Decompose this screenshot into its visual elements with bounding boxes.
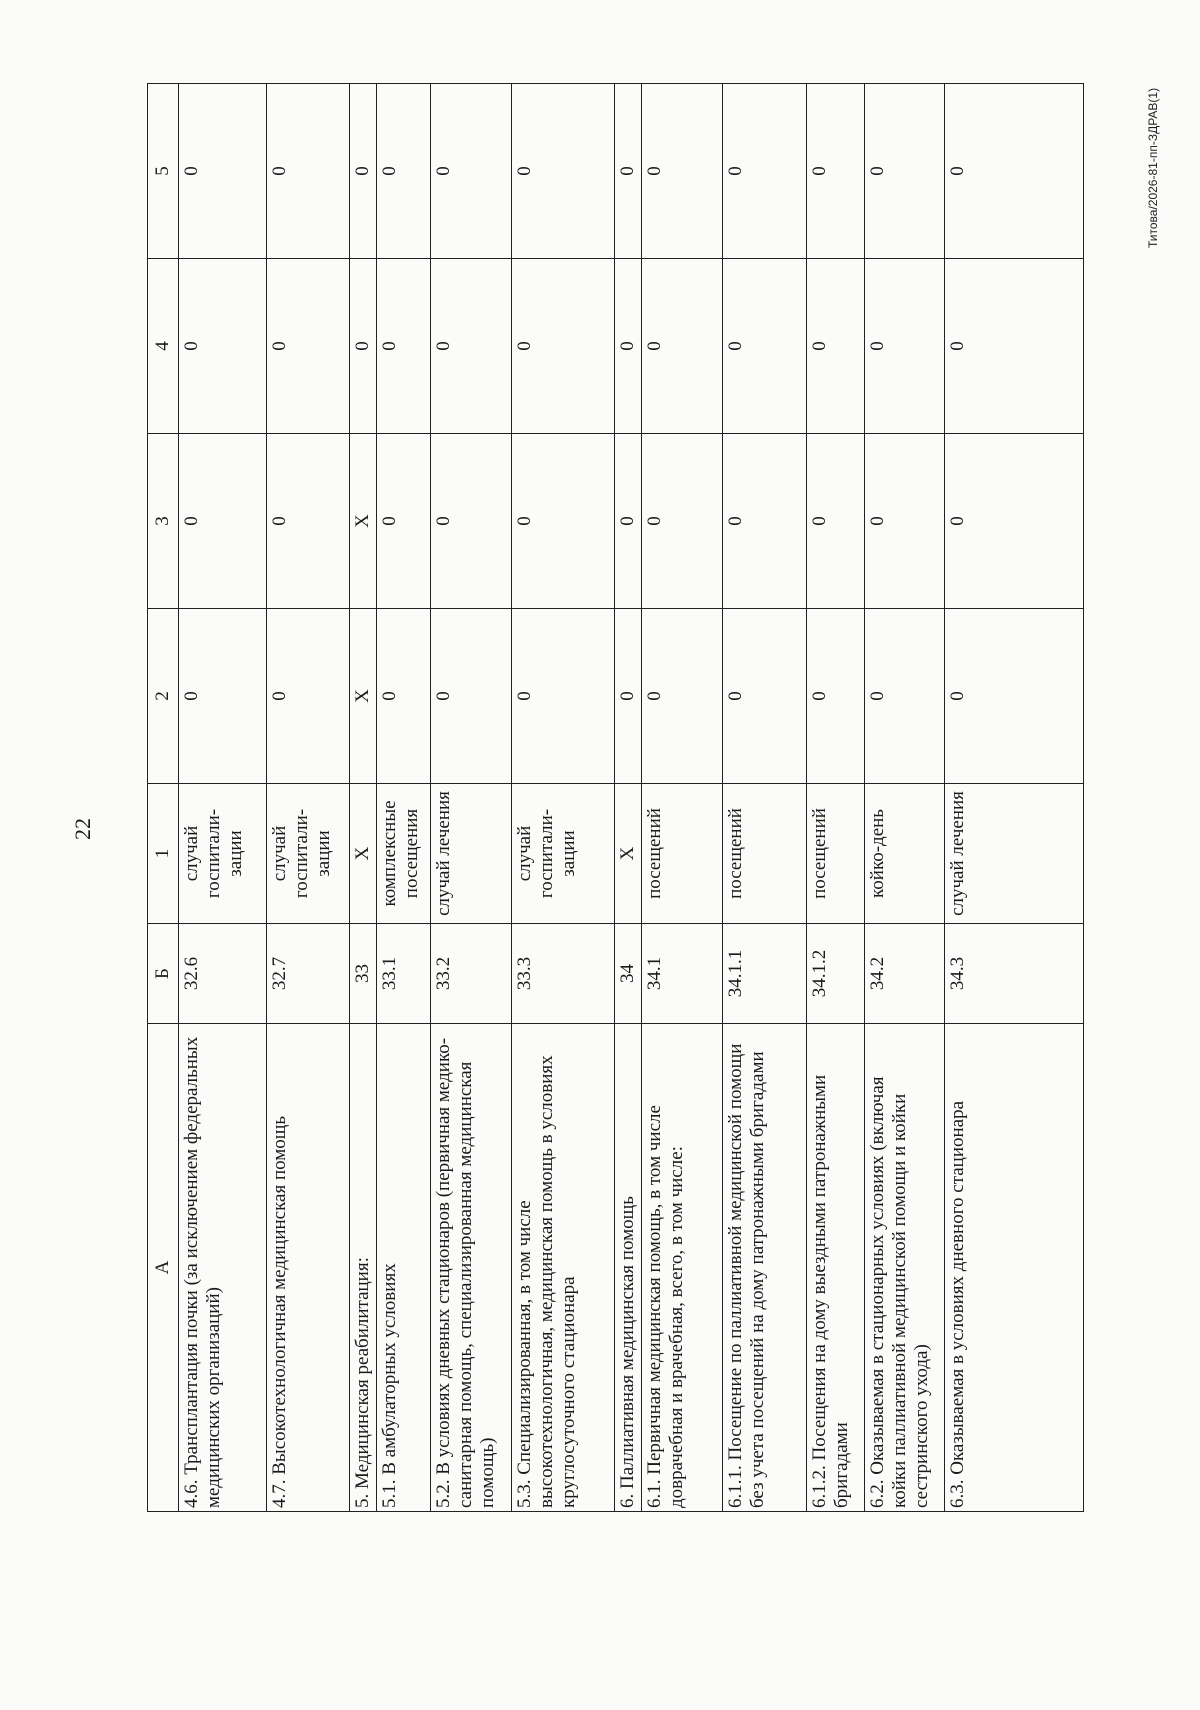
row-number: 34.3 <box>945 924 1084 1024</box>
row-number: 32.6 <box>179 924 267 1024</box>
row-label: 4.7. Высокотехнологичная медицинская помощь <box>266 1024 349 1512</box>
row-number: 34 <box>614 924 641 1024</box>
value-cell: 0 <box>266 434 349 609</box>
unit-cell: комплексные посещения <box>377 784 431 924</box>
value-cell: 0 <box>511 434 614 609</box>
value-cell: 0 <box>430 259 511 434</box>
value-cell: 0 <box>614 84 641 259</box>
row-number: 34.1.2 <box>806 924 864 1024</box>
row-label: 4.6. Трансплантация почки (за исключением федеральных медицинских организаций) <box>179 1024 267 1512</box>
row-number: 34.1.1 <box>722 924 806 1024</box>
value-cell: 0 <box>511 259 614 434</box>
unit-cell: посещений <box>806 784 864 924</box>
value-cell: 0 <box>945 259 1084 434</box>
row-number: 33.3 <box>511 924 614 1024</box>
value-cell: 0 <box>511 609 614 784</box>
row-number: 34.2 <box>864 924 945 1024</box>
value-cell: 0 <box>642 609 723 784</box>
unit-cell: посещений <box>642 784 723 924</box>
row-label: 5.3. Специализированная, в том числе высокотехнологичная, медицинская помощь в условиях круглосуточного стационара <box>511 1024 614 1512</box>
value-cell: 0 <box>806 434 864 609</box>
table-row <box>806 84 864 1512</box>
value-cell: 0 <box>806 609 864 784</box>
value-cell: 0 <box>377 609 431 784</box>
value-cell: 0 <box>722 609 806 784</box>
value-cell: 0 <box>349 259 376 434</box>
unit-cell: Х <box>349 784 376 924</box>
header-cell: 1 <box>148 784 179 924</box>
value-cell: 0 <box>377 259 431 434</box>
table-row <box>642 84 723 1512</box>
value-cell: 0 <box>806 259 864 434</box>
row-number: 33 <box>349 924 376 1024</box>
value-cell: 0 <box>864 259 945 434</box>
header-cell: 5 <box>148 84 179 259</box>
table-row <box>430 84 511 1512</box>
value-cell: 0 <box>511 84 614 259</box>
value-cell: 0 <box>377 434 431 609</box>
header-cell: Б <box>148 924 179 1024</box>
unit-cell: случай лечения <box>430 784 511 924</box>
unit-cell: койко-день <box>864 784 945 924</box>
value-cell: 0 <box>349 84 376 259</box>
value-cell: 0 <box>179 84 267 259</box>
unit-cell: случай госпитали-зации <box>511 784 614 924</box>
value-cell: 0 <box>614 434 641 609</box>
value-cell: 0 <box>266 609 349 784</box>
value-cell: 0 <box>864 434 945 609</box>
unit-cell: случай госпитали-зации <box>179 784 267 924</box>
table-row <box>349 84 376 1512</box>
value-cell: 0 <box>266 84 349 259</box>
value-cell: Х <box>349 609 376 784</box>
volume-table <box>147 83 1084 1512</box>
header-cell: 4 <box>148 259 179 434</box>
row-label: 5. Медицинская реабилитация: <box>349 1024 376 1512</box>
row-label: 6.2. Оказываемая в стационарных условиях (включая койки паллиативной медицинской помощи и койки сестринского ухода) <box>864 1024 945 1512</box>
value-cell: 0 <box>179 434 267 609</box>
row-label: 6.3. Оказываемая в условиях дневного стационара <box>945 1024 1084 1512</box>
value-cell: 0 <box>864 84 945 259</box>
unit-cell: случай госпитали-зации <box>266 784 349 924</box>
value-cell: 0 <box>614 609 641 784</box>
row-number: 33.1 <box>377 924 431 1024</box>
row-number: 34.1 <box>642 924 723 1024</box>
rotated-table-container <box>147 84 1084 1512</box>
row-label: 6.1.2. Посещения на дому выездными патронажными бригадами <box>806 1024 864 1512</box>
value-cell: 0 <box>642 434 723 609</box>
value-cell: 0 <box>945 609 1084 784</box>
value-cell: 0 <box>430 609 511 784</box>
value-cell: 0 <box>377 84 431 259</box>
value-cell: 0 <box>179 609 267 784</box>
value-cell: 0 <box>266 259 349 434</box>
header-cell: 2 <box>148 609 179 784</box>
page-number: 22 <box>70 818 95 840</box>
value-cell: 0 <box>806 84 864 259</box>
value-cell: 0 <box>642 259 723 434</box>
row-number: 33.2 <box>430 924 511 1024</box>
value-cell: 0 <box>179 259 267 434</box>
table-row <box>377 84 431 1512</box>
header-cell: 3 <box>148 434 179 609</box>
table-row <box>266 84 349 1512</box>
document-code: Титова/2026-81-пп-ЗДРАВ(1) <box>1146 87 1160 248</box>
row-label: 6.1. Первичная медицинская помощь, в том числе доврачебная и врачебная, всего, в том числе: <box>642 1024 723 1512</box>
unit-cell: посещений <box>722 784 806 924</box>
header-row <box>148 84 179 1512</box>
value-cell: 0 <box>430 434 511 609</box>
value-cell: 0 <box>945 434 1084 609</box>
value-cell: 0 <box>722 84 806 259</box>
row-label: 6. Паллиативная медицинская помощь <box>614 1024 641 1512</box>
value-cell: 0 <box>642 84 723 259</box>
table-row <box>945 84 1084 1512</box>
table-row <box>179 84 267 1512</box>
value-cell: 0 <box>722 434 806 609</box>
table-row <box>722 84 806 1512</box>
table-row <box>511 84 614 1512</box>
table-row <box>864 84 945 1512</box>
value-cell: Х <box>349 434 376 609</box>
value-cell: 0 <box>430 84 511 259</box>
value-cell: 0 <box>614 259 641 434</box>
value-cell: 0 <box>945 84 1084 259</box>
unit-cell: Х <box>614 784 641 924</box>
row-label: 6.1.1. Посещение по паллиативной медицинской помощи без учета посещений на дому патронажными бригадами <box>722 1024 806 1512</box>
row-label: 5.1. В амбулаторных условиях <box>377 1024 431 1512</box>
row-label: 5.2. В условиях дневных стационаров (первичная медико-санитарная помощь, специализированная медицинская помощь) <box>430 1024 511 1512</box>
value-cell: 0 <box>722 259 806 434</box>
header-cell: А <box>148 1024 179 1512</box>
row-number: 32.7 <box>266 924 349 1024</box>
value-cell: 0 <box>864 609 945 784</box>
unit-cell: случай лечения <box>945 784 1084 924</box>
table-row <box>614 84 641 1512</box>
